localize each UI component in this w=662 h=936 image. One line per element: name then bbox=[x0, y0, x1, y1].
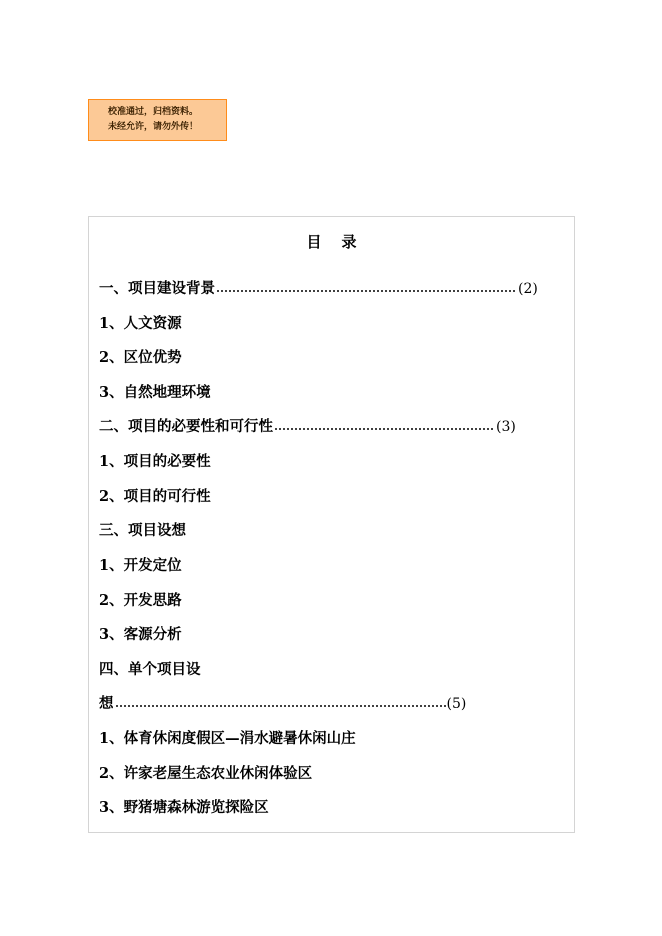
toc-page-number: (3) bbox=[496, 419, 516, 435]
toc-entry-text: 3、野猪塘森林游览探险区 bbox=[99, 799, 269, 816]
toc-entry-8[interactable] bbox=[99, 521, 186, 541]
dot-leader bbox=[216, 290, 517, 292]
toc-entry-14[interactable] bbox=[99, 729, 356, 749]
toc-entry-10[interactable] bbox=[99, 591, 182, 611]
toc-entry-16[interactable] bbox=[99, 798, 269, 818]
toc-entry-2[interactable] bbox=[99, 314, 182, 334]
toc-entry-4[interactable] bbox=[99, 383, 211, 403]
toc-entry-text: 二、项目的必要性和可行性 bbox=[99, 418, 273, 435]
table-of-contents bbox=[88, 216, 575, 833]
dot-leader bbox=[115, 705, 446, 707]
toc-entry-text: 1、体育休闲度假区—涓水避暑休闲山庄 bbox=[99, 730, 356, 747]
toc-entry-11[interactable] bbox=[99, 625, 182, 645]
toc-entry-6[interactable] bbox=[99, 452, 211, 472]
toc-entry-3[interactable] bbox=[99, 348, 182, 368]
toc-entry-text: 3、客源分析 bbox=[99, 626, 182, 643]
notice-line-2: 未经允许，请勿外传！ bbox=[108, 122, 199, 132]
toc-entry-9[interactable] bbox=[99, 556, 182, 576]
toc-entry-13[interactable] bbox=[99, 694, 466, 714]
toc-entry-text: 1、项目的必要性 bbox=[99, 453, 211, 470]
toc-entry-5[interactable] bbox=[99, 417, 516, 437]
toc-entry-text: 三、项目设想 bbox=[99, 522, 186, 539]
toc-entry-text: 2、区位优势 bbox=[99, 349, 182, 366]
toc-entry-7[interactable] bbox=[99, 487, 211, 507]
toc-entry-1[interactable] bbox=[99, 279, 538, 299]
toc-page-number: (5) bbox=[446, 696, 467, 712]
toc-entry-15[interactable] bbox=[99, 764, 312, 784]
toc-page-number: (2) bbox=[518, 281, 538, 297]
toc-title: 目录 bbox=[306, 233, 377, 251]
dot-leader bbox=[274, 428, 495, 430]
toc-entry-text: 想 bbox=[99, 695, 114, 712]
toc-entry-text: 2、项目的可行性 bbox=[99, 488, 211, 505]
toc-entry-12[interactable] bbox=[99, 660, 201, 680]
toc-entry-text: 四、单个项目设 bbox=[99, 661, 201, 678]
toc-entry-text: 一、项目建设背景 bbox=[99, 280, 215, 297]
toc-entry-text: 1、人文资源 bbox=[99, 315, 182, 332]
notice-stamp bbox=[88, 99, 227, 141]
notice-line-1: 校准通过，归档资料。 bbox=[108, 107, 199, 117]
toc-entry-text: 2、许家老屋生态农业休闲体验区 bbox=[99, 765, 313, 782]
toc-entry-text: 1、开发定位 bbox=[99, 557, 182, 574]
toc-entry-text: 2、开发思路 bbox=[99, 592, 182, 609]
toc-entry-text: 3、自然地理环境 bbox=[99, 384, 211, 401]
